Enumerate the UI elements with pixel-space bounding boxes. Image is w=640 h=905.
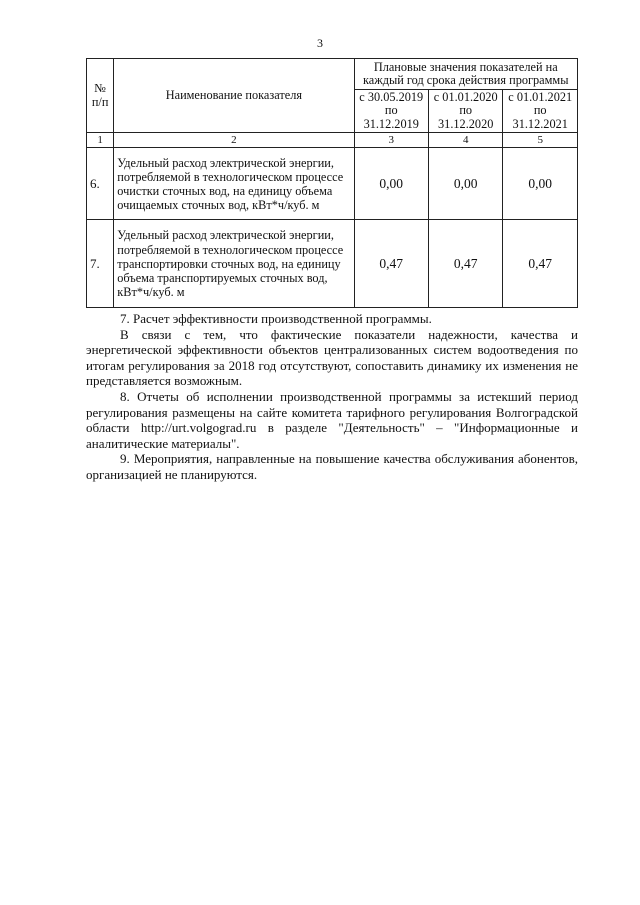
value-2019: 0,47 (354, 220, 428, 308)
value-2019: 0,00 (354, 148, 428, 220)
column-index: 2 (114, 133, 354, 148)
indicators-table (86, 58, 578, 308)
period-header-2019: с 30.05.2019 по 31.12.2019 (354, 90, 428, 133)
num-column-header: № п/п (87, 59, 114, 133)
section-8-reports: 8. Отчеты об исполнении производственной программы за истекший период регулирования размещены на сайте комитета тарифного регулирования Волгоградской области http://urt.volgograd.ru в разделе "Деятельность" – "Информационные и аналитические материалы". (86, 388, 578, 451)
planned-values-header: Плановые значения показателей на каждый год срока действия программы (354, 59, 578, 90)
column-index: 4 (428, 133, 502, 148)
document-body (86, 311, 578, 483)
table-row (87, 148, 578, 220)
section-7-title: 7. Расчет эффективности производственной программы. (120, 311, 432, 326)
page-number: 3 (317, 36, 323, 50)
period-header-2020: с 01.01.2020 по 31.12.2020 (428, 90, 502, 133)
value-2020: 0,00 (428, 148, 502, 220)
period-header-2021: с 01.01.2021 по 31.12.2021 (503, 90, 578, 133)
column-index: 5 (503, 133, 578, 148)
name-column-header: Наименование показателя (114, 59, 354, 133)
row-number: 7. (87, 220, 114, 308)
value-2021: 0,00 (503, 148, 578, 220)
column-index: 1 (87, 133, 114, 148)
table-row (87, 220, 578, 308)
row-number: 6. (87, 148, 114, 220)
section-9-measures: 9. Мероприятия, направленные на повышение качества обслуживания абонентов, организацией не планируются. (86, 451, 578, 482)
column-index: 3 (354, 133, 428, 148)
indicator-name: Удельный расход электрической энергии, потребляемой в технологическом процессе очистки сточных вод, на единицу объема очищаемых сточных вод, кВт*ч/куб. м (114, 148, 354, 220)
column-index-row (87, 133, 578, 148)
value-2021: 0,47 (503, 220, 578, 308)
section-7-body: В связи с тем, что фактические показатели надежности, качества и энергетической эффективности объектов централизованных систем водоотведения по итогам регулирования за 2018 год отсутствуют, сопоставить динамику их изменения не представляется возможным. (86, 326, 578, 389)
indicator-name: Удельный расход электрической энергии, потребляемой в технологическом процессе транспортировки сточных вод, на единицу объема транспортируемых сточных вод, кВт*ч/куб. м (114, 220, 354, 308)
value-2020: 0,47 (428, 220, 502, 308)
table-header-row (87, 59, 578, 90)
